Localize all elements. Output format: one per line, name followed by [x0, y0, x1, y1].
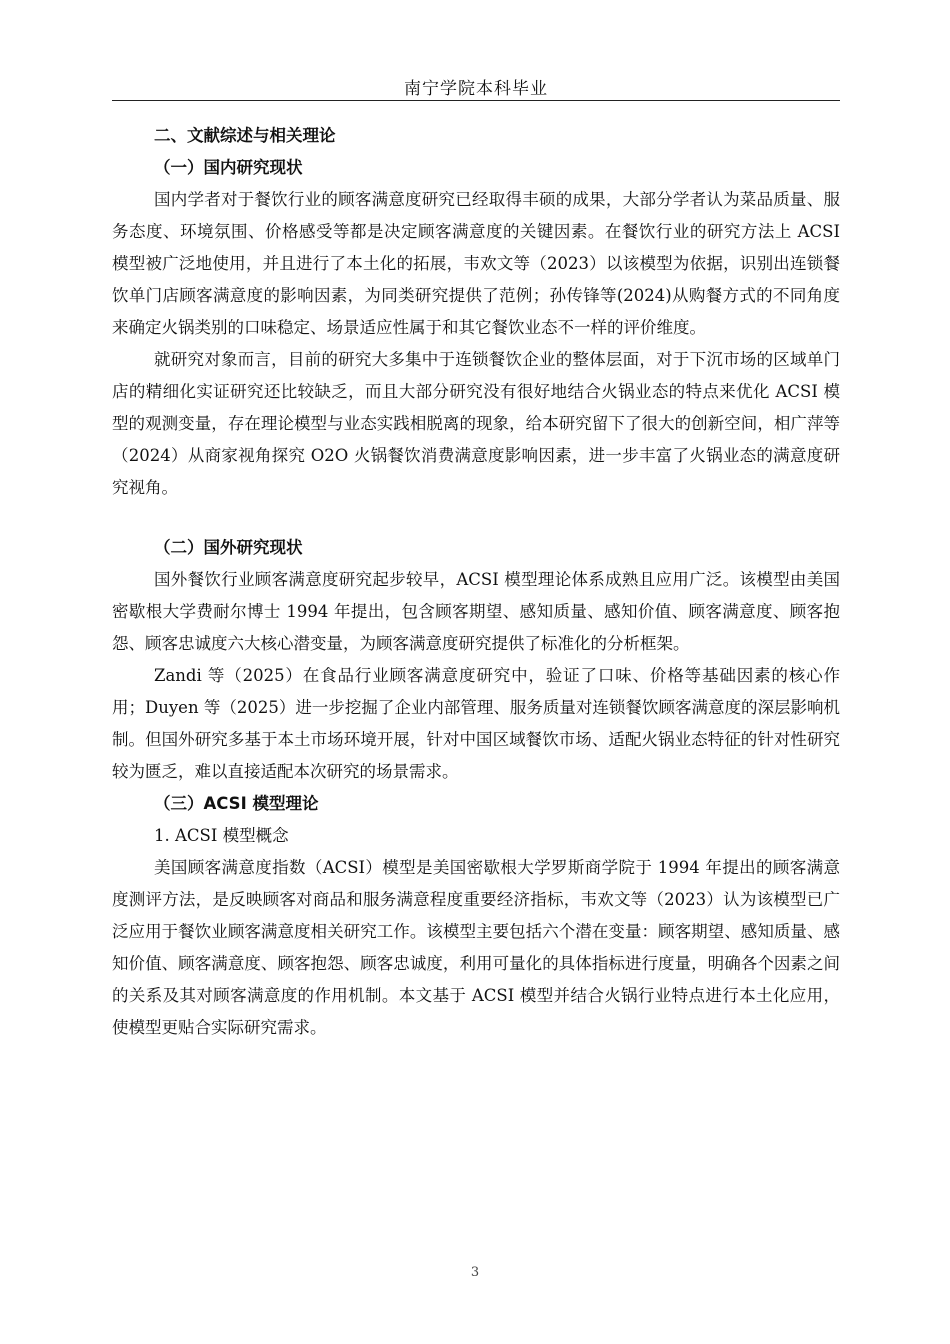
paragraph-foreign-2: Zandi 等（2025）在食品行业顾客满意度研究中，验证了口味、价格等基础因素的核心作用；Duyen 等（2025）进一步挖掘了企业内部管理、服务质量对连锁餐饮顾客满意度的深层影响机制。但国外研究多基于本土市场环境开展，针对中国区域餐饮市场、适配火锅业态特征的针对性研究较为匮乏，难以直接适配本次研究的场景需求。 [112, 666, 840, 781]
paragraph-domestic-2: 就研究对象而言，目前的研究大多集中于连锁餐饮企业的整体层面，对于下沉市场的区域单门店的精细化实证研究还比较缺乏，而且大部分研究没有很好地结合火锅业态的特点来优化 ACSI 模型的观测变量，存在理论模型与业态实践相脱离的现象，给本研究留下了很大的创新空间，相广萍等（2024）从商家视角探究 O2O 火锅餐饮消费满意度影响因素，进一步丰富了火锅业态的满意度研究视角。 [112, 350, 840, 497]
section-heading-foreign: （二）国外研究现状 [154, 538, 303, 557]
page-number: 3 [470, 1265, 480, 1280]
running-header: 南宁学院本科毕业 [404, 79, 548, 99]
body-content [112, 120, 840, 1044]
section-gap [112, 504, 840, 532]
section-heading-domestic: （一）国内研究现状 [154, 158, 303, 177]
section-heading-acsi: （三）ACSI 模型理论 [154, 794, 319, 813]
header-rule [112, 100, 840, 101]
paragraph-acsi-1: 美国顾客满意度指数（ACSI）模型是美国密歇根大学罗斯商学院于 1994 年提出的顾客满意度测评方法，是反映顾客对商品和服务满意程度重要经济指标，韦欢文等（2023）认为该模型已广泛应用于餐饮业顾客满意度相关研究工作。该模型主要包括六个潜在变量：顾客期望、感知质量、感知价值、顾客满意度、顾客抱怨、顾客忠诚度，利用可量化的具体指标进行度量，明确各个因素之间的关系及其对顾客满意度的作用机制。本文基于 ACSI 模型并结合火锅行业特点进行本土化应用，使模型更贴合实际研究需求。 [112, 858, 840, 1037]
subsection-heading-acsi-concept: 1. ACSI 模型概念 [154, 826, 289, 845]
paragraph-domestic-1: 国内学者对于餐饮行业的顾客满意度研究已经取得丰硕的成果，大部分学者认为菜品质量、服务态度、环境氛围、价格感受等都是决定顾客满意度的关键因素。在餐饮行业的研究方法上 ACSI 模型被广泛地使用，并且进行了本土化的拓展，韦欢文等（2023）以该模型为依据，识别出连锁餐饮单门店顾客满意度的影响因素，为同类研究提供了范例；孙传锋等(2024)从购餐方式的不同角度来确定火锅类别的口味稳定、场景适应性属于和其它餐饮业态不一样的评价维度。 [112, 190, 840, 337]
chapter-heading: 二、文献综述与相关理论 [154, 126, 336, 145]
paragraph-foreign-1: 国外餐饮行业顾客满意度研究起步较早，ACSI 模型理论体系成熟且应用广泛。该模型由美国密歇根大学费耐尔博士 1994 年提出，包含顾客期望、感知质量、感知价值、顾客满意度、顾客抱怨、顾客忠诚度六大核心潜变量，为顾客满意度研究提供了标准化的分析框架。 [112, 570, 840, 653]
